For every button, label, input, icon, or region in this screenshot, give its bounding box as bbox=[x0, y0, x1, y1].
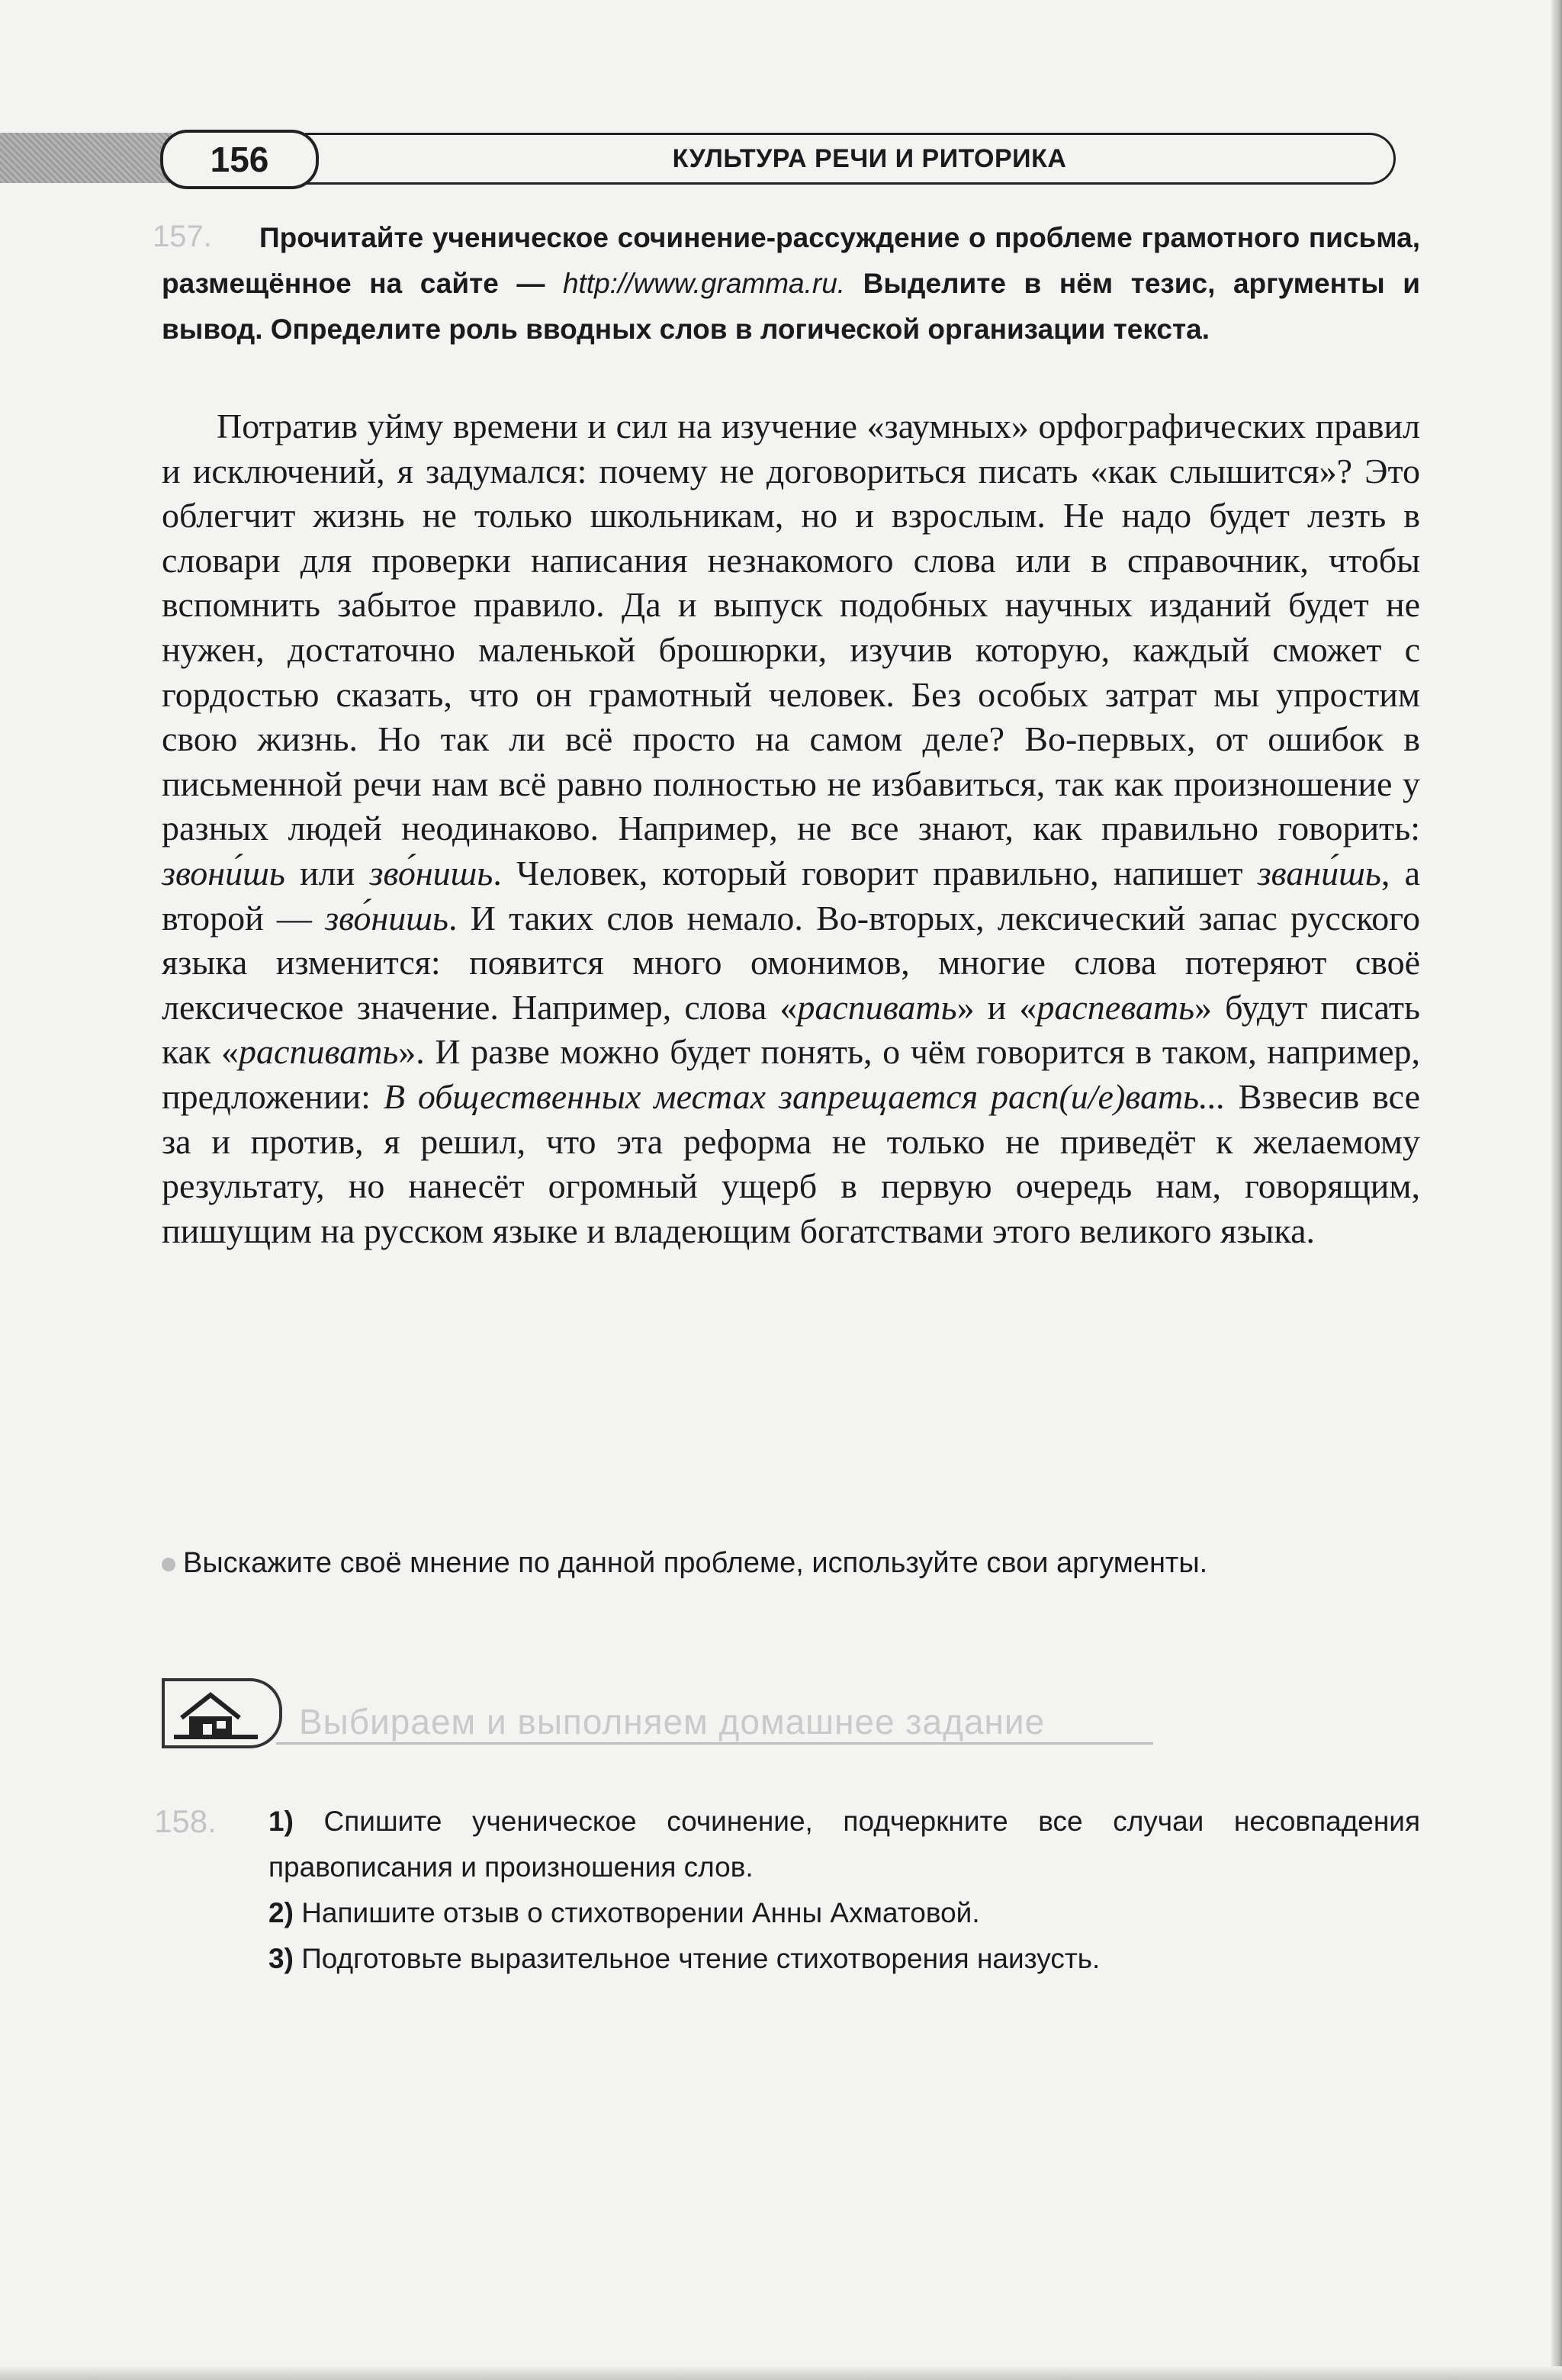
task-158 bbox=[154, 1799, 1421, 1982]
task-157 bbox=[153, 215, 1420, 352]
essay-segment: ». И разве можно будет понять, о чём говорится в таком, например, предложении: bbox=[162, 1032, 1420, 1116]
essay-text bbox=[162, 404, 1420, 1253]
essay-italic-word: звани́шь bbox=[1257, 853, 1381, 892]
essay-italic-word: звони́шь bbox=[162, 853, 285, 892]
item-text: Спишите ученическое сочинение, подчеркните все случаи несовпадения правописания и произношения слов. bbox=[268, 1806, 1421, 1883]
essay-italic-word: зво́нишь bbox=[369, 853, 493, 892]
essay-segment: . И таких слов немало. Во-вторых, лексический запас русского языка изменится: появится много омонимов, многие слова потеряют своё лексическое значение. Например, слова « bbox=[162, 898, 1420, 1027]
homework-header bbox=[162, 1678, 1153, 1747]
homework-item bbox=[162, 1799, 1420, 1890]
essay-segment: » будут писать как « bbox=[162, 987, 1420, 1072]
essay-segment: . Человек, который говорит правильно, напишет bbox=[493, 853, 1258, 892]
essay-segment: » и « bbox=[956, 987, 1037, 1027]
item-number: 1) bbox=[268, 1806, 294, 1837]
instruction-text-1: Прочитайте ученическое сочинение-рассуждение о проблеме грамотного письма, размещённое на сайте — bbox=[162, 222, 1420, 299]
bullet-icon bbox=[162, 1558, 175, 1571]
running-title: КУЛЬТУРА РЕЧИ И РИТОРИКА bbox=[672, 143, 1067, 173]
essay-segment: Потратив уйму времени и сил на изучение «заумных» орфографических правил и исключений, я задумался: почему не договориться писать «как слышится»? Это облегчит жизнь не только школьникам, но и взрослым. Не надо будет лезть в словари для проверки написания незнакомого слова или в справочник, чтобы вспомнить забытое правило. Да и выпуск подобных научных изданий будет не нужен, достаточно маленькой брошюрки, изучив которую, каждый сможет с гордостью сказать, что он грамотный человек. Без особых затрат мы упростим свою жизнь. Но так ли всё просто на самом деле? Во-первых, от ошибок в письменной речи нам всё равно полностью не избавиться, так как произношение у разных людей неодинаково. Например, не все знают, как правильно говорить: bbox=[162, 407, 1420, 848]
task-number: 158. bbox=[154, 1803, 217, 1839]
page-number: 156 bbox=[160, 130, 319, 189]
instruction-text-2: Выделите в нём тезис, аргументы и вывод. Определите роль вводных слов в логической организации текста. bbox=[162, 268, 1420, 345]
header-gray-band bbox=[0, 133, 172, 183]
homework-underline bbox=[276, 1742, 1153, 1745]
essay-segment: или bbox=[284, 853, 370, 892]
item-text: Напишите отзыв о стихотворении Анны Ахматовой. bbox=[301, 1897, 980, 1928]
house-icon bbox=[162, 1678, 282, 1748]
homework-item bbox=[162, 1890, 1420, 1936]
task-instruction bbox=[162, 215, 1420, 352]
page-edge-shadow bbox=[1551, 0, 1562, 2380]
followup-text: Выскажите своё мнение по данной проблеме, используйте свои аргументы. bbox=[183, 1547, 1208, 1579]
homework-title: Выбираем и выполняем домашнее задание bbox=[299, 1702, 1046, 1742]
essay-paragraph bbox=[162, 404, 1420, 1253]
essay-italic-word: распивать bbox=[239, 1032, 399, 1072]
house-icon-graphic bbox=[165, 1681, 279, 1745]
essay-segment: Взвесив все за и против, я решил, что эта реформа не только не приведёт к желаемому результату, но нанесёт огромный ущерб в первую очередь нам, говорящим, пишущим на русском языке и владеющим богатствами этого великого языка. bbox=[162, 1076, 1420, 1250]
homework-item bbox=[162, 1936, 1420, 1982]
task-number: 157. bbox=[153, 220, 212, 253]
essay-italic-word: распевать bbox=[1037, 987, 1195, 1027]
essay-segment: , а второй — bbox=[162, 853, 1420, 938]
item-number: 3) bbox=[268, 1943, 294, 1974]
followup-question bbox=[162, 1541, 1420, 1585]
essay-italic-word: распивать bbox=[797, 987, 957, 1027]
page-header bbox=[0, 130, 1419, 188]
item-number: 2) bbox=[268, 1897, 294, 1928]
item-text: Подготовьте выразительное чтение стихотворения наизусть. bbox=[301, 1943, 1101, 1974]
instruction-url: http://www.gramma.ru. bbox=[562, 268, 846, 299]
essay-italic-word: зво́нишь bbox=[325, 898, 448, 938]
essay-italic-sentence: В общественных местах запрещается расп(и/е)вать... bbox=[383, 1076, 1226, 1116]
page-bottom-shadow bbox=[0, 2366, 1562, 2380]
